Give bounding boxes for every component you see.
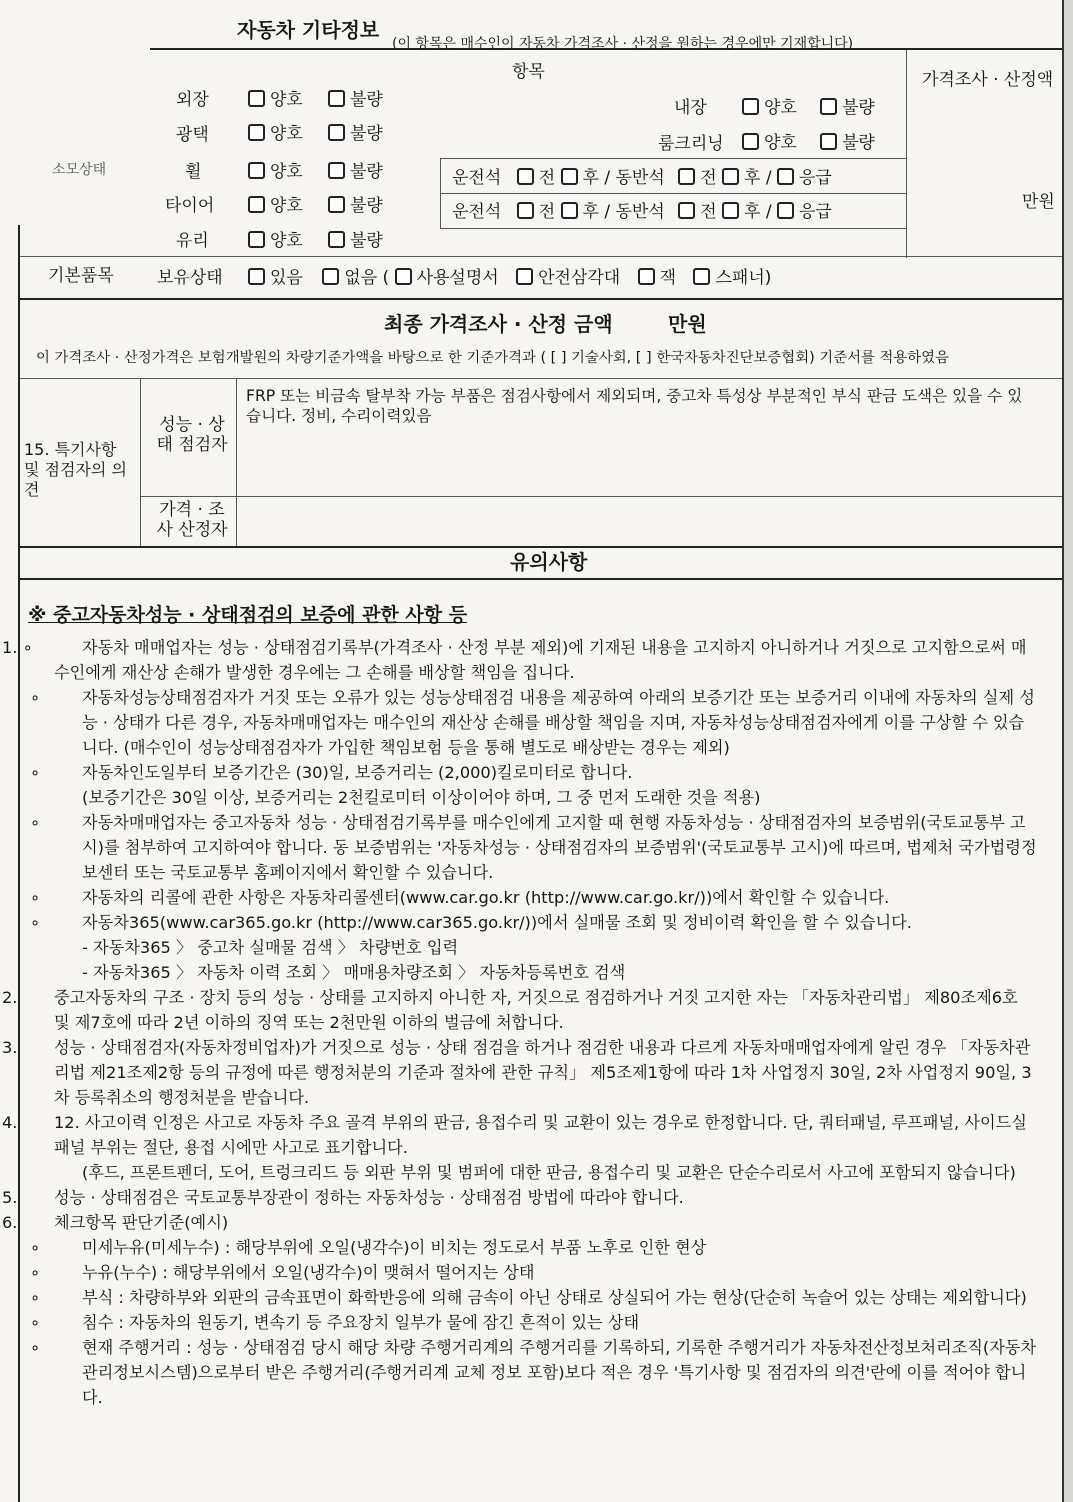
holding-none-checkbox[interactable] (322, 268, 339, 285)
notice-item-text: - 자동차365 〉 자동차 이력 조회 〉 매매용차량조회 〉 자동차등록번호 검색 (82, 963, 626, 982)
tire-good-checkbox[interactable] (248, 196, 265, 213)
notice-item-text: 자동차매매업자는 중고자동차 성능 · 상태점검기록부를 매수인에게 고지할 때 현행 자동차성능 · 상태점검자의 보증범위(국토교통부 고시)를 첨부하여 고지하여야 합니다. 동 보증범위는 '자동차성능 · 상태점검자의 보증범위'(국토교통부 고시)에 따르며, 법제처 국가법령정보센터 또는 국토교통부 홈페이지에서 확인할 수 있습니다. (82, 813, 1037, 882)
inspector-opinion: FRP 또는 비금속 탈부착 가능 부품은 점검사항에서 제외되며, 중고차 특성상 부분적인 부식 판금 도색은 있을 수 있습니다. 정비, 수리이력있음 (246, 387, 1023, 425)
notice-item-marker: ∘ (30, 1313, 41, 1332)
notice-item-marker: ∘ (30, 763, 41, 782)
notice-item-text: 누유(누수) : 해당부위에서 오일(냉각수)이 맺혀서 떨어지는 상태 (82, 1263, 535, 1282)
row-label-tire: 타이어 (165, 196, 215, 216)
tire-position: 운전석 전 후 / 동반석 전 후 / 응급 (452, 202, 832, 222)
manual-checkbox[interactable] (395, 268, 412, 285)
wheel-good-checkbox[interactable] (248, 162, 265, 179)
notice-item (28, 810, 1038, 885)
holding-options: 있음 없음 ( 사용설명서 안전삼각대 잭 스패너) (248, 268, 771, 288)
interior-good-checkbox[interactable] (742, 98, 759, 115)
price-label: 가격조사 · 산정액 (922, 70, 1054, 90)
wheel-emergency-checkbox[interactable] (777, 168, 794, 185)
final-amount-unit: 만원 (668, 312, 707, 336)
appraiser-label: 가격 · 조사 산정자 (156, 500, 228, 540)
notice-item-text: 미세누유(미세누수) : 해당부위에 오일(냉각수)이 비치는 정도로서 부품 노후로 인한 현상 (82, 1238, 707, 1257)
spanner-checkbox[interactable] (693, 268, 710, 285)
row-label-room-cleaning: 룸크리닝 (658, 134, 724, 154)
notice-item-marker: ∘ (30, 688, 41, 707)
tire-emergency-checkbox[interactable] (777, 202, 794, 219)
holding-have-checkbox[interactable] (248, 268, 265, 285)
notice-item-marker: 5. (2, 1188, 18, 1207)
notice-item-text: 자동차의 리콜에 관한 사항은 자동차리콜센터(www.car.go.kr (http://www.car.go.kr/))에서 확인할 수 있습니다. (82, 888, 890, 907)
notice-item (28, 760, 1038, 785)
notice-item-text: 12. 사고이력 인정은 사고로 자동차 주요 골격 부위의 판금, 용접수리 및 교환이 있는 경우로 한정합니다. 단, 쿼터패널, 루프패널, 사이드실패널 부위는 절단, 용접 시에만 사고로 표기합니다. (54, 1113, 1027, 1157)
notice-item-text: - 자동차365 〉 중고차 실매물 검색 〉 차량번호 입력 (82, 938, 459, 957)
notice-item (28, 785, 1038, 810)
gloss-bad-checkbox[interactable] (328, 124, 345, 141)
row-label-glass: 유리 (176, 231, 209, 251)
wheel-passenger-rear-checkbox[interactable] (722, 168, 739, 185)
notice-item-text: 성능 · 상태점검은 국토교통부장관이 정하는 자동차성능 · 상태점검 방법에 따라야 합니다. (54, 1188, 684, 1207)
notice-item (2, 1210, 1038, 1235)
notice-item (28, 1235, 1038, 1260)
notice-item-text: (보증기간은 30일 이상, 보증거리는 2천킬로미터 이상이어야 하며, 그 중 먼저 도래한 것을 적용) (82, 788, 761, 807)
notice-item-text: 부식 : 차량하부와 외판의 금속표면이 화학반응에 의해 금속이 아닌 상태로 상실되어 가는 현상(단순히 녹슬어 있는 상태는 제외합니다) (82, 1288, 1027, 1307)
tire-passenger-front-checkbox[interactable] (678, 202, 695, 219)
notice-item (2, 1185, 1038, 1210)
notice-item-text: 자동차365(www.car365.go.kr (http://www.car365.go.kr/))에서 실매물 조회 및 정비이력 확인을 할 수 있습니다. (82, 913, 912, 932)
notice-body (2, 600, 1038, 1410)
inspection-record-page: 자동차 기타정보 (이 항목은 매수인이 자동차 가격조사 · 산정을 원하는 경우에만 기재합니다) 항목 가격조사 · 산정액 만원 소모상태 외장 양호 불량 내장 양호 불량 광택 양호 불량 룸크리닝 양호 불량 휠 양호 불량 운전석 전 후 / 동반석 전 후 / 응급 타이어 양호 불량 운전석 전 후 / 동반석 전 후 / 응급 유리 양호 불량 기본품목 보유상태 있음 없음 ( 사용설명서 안전삼각대 잭 스패너) 최종 가격조사 · 산정 금액 만원 이 가격조사 · 산정가격은 보험개발원의 차량기준가액을 바탕으로 한 기준가격과 ( [ ] 기술사회, [ ] 한국자동차진단보증협회) 기준서를 적용하였음 15. 특기사항 및 점검자의 의견 성능 · 상태 점검자 FRP 또는 비금속 탈부착 가능 부품은 점검사항에서 제외되며, 중고차 특성상 부분적인 부식 판금 도색은 있을 수 있습니다. 정비, 수리이력있음 가격 · 조사 산정자 유의사항 ※ 중고자동차성능 · 상태점검의 보증에 관한 사항 등 1. ∘ 자동차 매매업자는 성능 · 상태점검기록부(가격조사 · 산정 부분 제외)에 기재된 내용을 고지하지 아니하거나 거짓으로 고지함으로써 매수인에게 재산상 손해가 발생한 경우에는 그 손해를 배상할 책임을 집니다. ∘ 자동차성능상태점검자가 거짓 또는 오류가 있는 성능상태점검 내용을 제공하여 아래의 보증기간 또는 보증거리 이내에 자동차의 실제 성능 · 상태가 다른 경우, 자동차매매업자는 매수인의 재산상 손해를 배상할 책임을 지며, 자동차성능상태점검자에게 이를 구상할 수 있습니다. (매수인이 성능상태점검자가 가입한 책임보험 등을 통해 별도로 배상받는 경우는 제외) ∘ 자동차인도일부터 보증기간은 (30)일, 보증거리는 (2,000)킬로미터로 합니다. (보증기간은 30일 이상, 보증거리는 2천킬로미터 이상이어야 하며, 그 중 먼저 도래한 것을 적용) ∘ 자동차매매업자는 중고자동차 성능 · 상태점검기록부를 매수인에게 고지할 때 현행 자동차성능 · 상태점검자의 보증범위(국토교통부 고시)를 첨부하여 고지하여야 합니다. 동 보증범위는 '자동차성능 · 상태점검자의 보증범위'(국토교통부 고시)에 따르며, 법제처 국가법령정보센터 또는 국토교통부 홈페이지에서 확인할 수 있습니다. ∘ 자동차의 리콜에 관한 사항은 자동차리콜센터(www.car.go.kr (http://www.car.go.kr/))에서 확인할 수 있습니다. ∘ 자동차365(www.car365.go.kr (http://www.car365.go.kr/))에서 실매물 조회 및 정비이력 확인을 할 수 있습니다. - 자동차365 〉 중고차 실매물 검색 〉 차량번호 입력 - 자동차365 〉 자동차 이력 조회 〉 매매용차량조회 〉 자동차등록번호 검색 2. 중고자동차의 구조 · 장치 등의 성능 · 상태를 고지하지 아니한 자, 거짓으로 점검하거나 거짓 고지한 자는 「자동차관리법」 제80조제6호 및 제7호에 따라 2년 이하의 징역 또는 2천만원 이하의 벌금에 처합니다. 3. 성능 · 상태점검자(자동차정비업자)가 거짓으로 성능 · 상태 점검을 하거나 점검한 내용과 다르게 자동차매매업자에게 알린 경우 「자동차관리법 제21조제2항 등의 규정에 따른 행정처분의 기준과 절차에 관한 규칙」 제5조제1항에 따라 1차 사업정지 30일, 2차 사업정지 90일, 3차 등록취소의 행정처분을 받습니다. 4. 12. 사고이력 인정은 사고로 자동차 주요 골격 부위의 판금, 용접수리 및 교환이 있는 경우로 한정합니다. 단, 쿼터패널, 루프패널, 사이드실패널 부위는 절단, 용접 시에만 사고로 표기합니다. (후드, 프론트펜더, 도어, 트렁크리드 등 외판 부위 및 범퍼에 대한 판금, 용접수리 및 교환은 단순수리로서 사고에 포함되지 않습니다) 5. 성능 · 상태점검은 국토교통부장관이 정하는 자동차성능 · 상태점검 방법에 따라야 합니다. 6. 체크항목 판단기준(예시) ∘ 미세누유(미세누수) : 해당부위에 오일(냉각수)이 비치는 정도로서 부품 노후로 인한 현상 ∘ 누유(누수) : 해당부위에서 오일(냉각수)이 맺혀서 떨어지는 상태 ∘ 부식 : 차량하부와 외판의 금속표면이 화학반응에 의해 금속이 아닌 상태로 상실되어 가는 현상(단순히 녹슬어 있는 상태는 제외합니다) ∘ 침수 : 자동차의 원동기, 변속기 등 주요장치 일부가 물에 잠긴 흔적이 있는 상태 ∘ 현재 주행거리 : 성능 · 상태점검 당시 해당 차량 주행거리계의 주행거리를 기록하되, 기록한 주행거리가 자동차전산정보처리조직(자동차관리정보시스템)으로부터 받은 주행거리(주행거리계 교체 정보 포함)보다 적은 경우 '특기사항 및 점검자의 의견'란에 이를 적어야 합니다. (0, 0, 1073, 1502)
interior-bad-checkbox[interactable] (820, 98, 837, 115)
notice-item-marker: 1. ∘ (2, 638, 33, 657)
notice-item-text: 자동차성능상태점검자가 거짓 또는 오류가 있는 성능상태점검 내용을 제공하여 아래의 보증기간 또는 보증거리 이내에 자동차의 실제 성능 · 상태가 다른 경우, 자동차매매업자는 매수인의 재산상 손해를 배상할 책임을 지며, 자동차성능상태점검자에게 이를 구상할 수 있습니다. (매수인이 성능상태점검자가 가입한 책임보험 등을 통해 별도로 배상받는 경우는 제외) (82, 688, 1035, 757)
row-label-interior: 내장 (674, 98, 707, 118)
notice-item-text: (후드, 프론트펜더, 도어, 트렁크리드 등 외판 부위 및 범퍼에 대한 판금, 용접수리 및 교환은 단순수리로서 사고에 포함되지 않습니다) (82, 1163, 1016, 1182)
tire-driver-rear-checkbox[interactable] (561, 202, 578, 219)
section-title: 자동차 기타정보 (237, 18, 380, 42)
notice-title: 유의사항 (510, 550, 588, 574)
notice-item (28, 1285, 1038, 1310)
special-notes-label: 15. 특기사항 및 점검자의 의견 (24, 440, 127, 499)
final-basis-text: 이 가격조사 · 산정가격은 보험개발원의 차량기준가액을 바탕으로 한 기준가격과 ( [ ] 기술사회, [ ] 한국자동차진단보증협회) 기준서를 적용하였음 (36, 350, 949, 366)
notice-item (28, 1310, 1038, 1335)
notice-item-marker: 2. (2, 988, 18, 1007)
notice-item-marker: ∘ (30, 1288, 41, 1307)
notice-item-text: 침수 : 자동차의 원동기, 변속기 등 주요장치 일부가 물에 잠긴 흔적이 있는 상태 (82, 1313, 640, 1332)
row-label-holding: 보유상태 (157, 268, 223, 288)
notice-item (28, 1160, 1038, 1185)
notice-item-marker: ∘ (30, 888, 41, 907)
wheel-position: 운전석 전 후 / 동반석 전 후 / 응급 (452, 168, 832, 188)
items-label: 항목 (512, 62, 545, 82)
notice-item (2, 985, 1038, 1035)
tire-driver-front-checkbox[interactable] (517, 202, 534, 219)
notice-item-marker: 6. (2, 1213, 18, 1232)
triangle-checkbox[interactable] (516, 268, 533, 285)
wheel-driver-front-checkbox[interactable] (517, 168, 534, 185)
notice-item (28, 885, 1038, 910)
notice-item-text: 성능 · 상태점검자(자동차정비업자)가 거짓으로 성능 · 상태 점검을 하거나 점검한 내용과 다르게 자동차매매업자에게 알린 경우 「자동차관리법 제21조제2항 등의 규정에 따른 행정처분의 기준과 절차에 관한 규칙」 제5조제1항에 따라 1차 사업정지 30일, 2차 사업정지 90일, 3차 등록취소의 행정처분을 받습니다. (54, 1038, 1032, 1107)
notice-item-text: 현재 주행거리 : 성능 · 상태점검 당시 해당 차량 주행거리계의 주행거리를 기록하되, 기록한 주행거리가 자동차전산정보처리조직(자동차관리정보시스템)으로부터 받은 주행거리(주행거리계 교체 정보 포함)보다 적은 경우 '특기사항 및 점검자의 의견'란에 이를 적어야 합니다. (82, 1338, 1037, 1407)
notice-item-marker: ∘ (30, 813, 41, 832)
row-label-wheel: 휠 (185, 162, 202, 182)
notice-item-marker: ∘ (30, 1263, 41, 1282)
tire-bad-checkbox[interactable] (328, 196, 345, 213)
left-border (18, 225, 20, 1502)
notice-item (28, 935, 1038, 960)
wheel-driver-rear-checkbox[interactable] (561, 168, 578, 185)
glass-bad-checkbox[interactable] (328, 231, 345, 248)
notice-item (28, 1335, 1038, 1410)
consumable-label: 소모상태 (52, 162, 107, 178)
row-label-exterior: 외장 (176, 90, 209, 110)
notice-item-marker: ∘ (30, 913, 41, 932)
basic-items-label: 기본품목 (48, 266, 114, 286)
notice-list (2, 635, 1038, 1410)
notice-item (28, 1260, 1038, 1285)
notice-item (2, 635, 1038, 685)
price-col-divider (906, 50, 907, 258)
section-subtitle: (이 항목은 매수인이 자동차 가격조사 · 산정을 원하는 경우에만 기재합니다) (392, 36, 854, 52)
exterior-good-checkbox[interactable] (248, 90, 265, 107)
wheel-passenger-front-checkbox[interactable] (678, 168, 695, 185)
notice-item (28, 910, 1038, 935)
page-edge (1062, 0, 1073, 1502)
notice-item (28, 685, 1038, 760)
notice-item-text: 체크항목 판단기준(예시) (54, 1213, 229, 1232)
notice-item-text: 중고자동차의 구조 · 장치 등의 성능 · 상태를 고지하지 아니한 자, 거짓으로 점검하거나 거짓 고지한 자는 「자동차관리법」 제80조제6호 및 제7호에 따라 2년 이하의 징역 또는 2천만원 이하의 벌금에 처합니다. (54, 988, 1018, 1032)
row-label-gloss: 광택 (176, 125, 209, 145)
jack-checkbox[interactable] (638, 268, 655, 285)
exterior-bad-checkbox[interactable] (328, 90, 345, 107)
notice-item (28, 960, 1038, 985)
notice-item-marker: 3. (2, 1038, 18, 1057)
notice-item-text: 자동차인도일부터 보증기간은 (30)일, 보증거리는 (2,000)킬로미터로 합니다. (82, 763, 633, 782)
final-amount-label: 최종 가격조사 · 산정 금액 (384, 312, 613, 336)
inspector-label: 성능 · 상태 점검자 (156, 415, 228, 455)
gloss-good-checkbox[interactable] (248, 124, 265, 141)
room-cleaning-bad-checkbox[interactable] (820, 133, 837, 150)
notice-item (2, 1035, 1038, 1110)
tire-passenger-rear-checkbox[interactable] (722, 202, 739, 219)
room-cleaning-good-checkbox[interactable] (742, 133, 759, 150)
notice-item (2, 1110, 1038, 1160)
wheel-bad-checkbox[interactable] (328, 162, 345, 179)
notice-item-marker: ∘ (30, 1338, 41, 1357)
notice-item-marker: 4. (2, 1113, 18, 1132)
glass-good-checkbox[interactable] (248, 231, 265, 248)
warranty-title: ※ 중고자동차성능 · 상태점검의 보증에 관한 사항 등 (28, 604, 468, 626)
notice-item-text: 자동차 매매업자는 성능 · 상태점검기록부(가격조사 · 산정 부분 제외)에 기재된 내용을 고지하지 아니하거나 거짓으로 고지함으로써 매수인에게 재산상 손해가 발생한 경우에는 그 손해를 배상할 책임을 집니다. (54, 638, 1027, 682)
price-unit: 만원 (1022, 192, 1055, 212)
notice-item-marker: ∘ (30, 1238, 41, 1257)
